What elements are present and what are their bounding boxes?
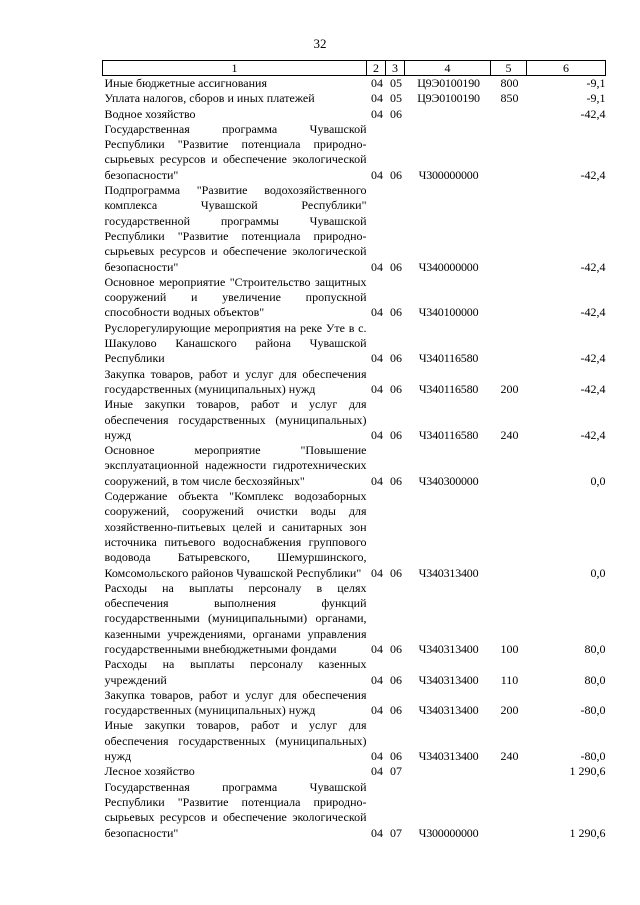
table-row [103,91,606,106]
row-subsection: 06 [390,749,402,764]
row-name: Основное мероприятие "Строительство защитных сооружений и увеличение пропускной способности водных объектов" [104,274,367,320]
row-expense-type [491,321,527,367]
row-section: 04 [371,76,383,90]
table-row [103,367,606,398]
row-name: Водное хозяйство [104,106,196,121]
row-expense-type: 800 [500,76,519,90]
row-name: Расходы на выплаты персоналу в целях обеспечения выполнения функций государственными (муниципальными) органами, казенными учреждениями, органами управления государственными внебюджетными фондами [104,580,367,656]
row-amount: 1 290,6 [569,825,606,840]
row-amount: -42,4 [580,259,606,274]
row-subsection: 06 [390,351,402,366]
column-header-amount: 6 [527,61,606,76]
row-subsection: 05 [390,91,402,106]
row-amount: 0,0 [590,473,606,488]
row-name: Расходы на выплаты персоналу казенных учреждений [104,657,367,687]
row-subsection: 06 [390,305,402,320]
row-name: Руслорегулирующие мероприятия на реке Уте в с. Шакулово Канашского района Чувашской Республики [104,320,367,366]
table-header-row [103,61,606,76]
row-expense-type: 240 [500,427,519,442]
row-target-article: Ч340313400 [418,672,479,687]
row-target-article: Ч300000000 [418,825,479,840]
row-expense-type [491,489,527,581]
row-section: 04 [371,703,383,718]
row-section: 04 [371,764,383,779]
row-target-article: Ч340313400 [418,703,479,718]
row-name: Уплата налогов, сборов и иных платежей [104,91,315,106]
row-section: 04 [371,565,383,580]
row-expense-type: 240 [500,749,519,764]
row-target-article: Ч300000000 [418,167,479,182]
row-name: Закупка товаров, работ и услуг для обеспечения государственных (муниципальных) нужд [104,687,367,718]
table-row [103,581,606,657]
row-amount: 80,0 [584,672,606,687]
row-expense-type: 110 [500,672,519,687]
row-subsection: 06 [390,106,402,121]
row-section: 04 [371,672,383,687]
row-expense-type [491,122,527,183]
table-row [103,764,606,779]
row-amount: -9,1 [586,91,606,106]
row-target-article: Ч340313400 [418,749,479,764]
table-row [103,275,606,321]
column-header-name: 1 [103,61,367,76]
column-header-target-article: 4 [405,61,491,76]
row-subsection: 07 [390,764,402,779]
row-target-article: Ц9Э0100190 [417,76,480,90]
row-expense-type: 200 [500,381,519,396]
row-section: 04 [371,381,383,396]
table-row [103,489,606,581]
row-target-article [405,764,491,779]
row-target-article: Ч340100000 [418,305,479,320]
row-name: Основное мероприятие "Повышение эксплуатационной надежности гидротехнических сооружений, в том числе бесхозяйных" [104,443,367,488]
row-subsection: 06 [390,641,402,656]
row-subsection: 06 [390,473,402,488]
row-name: Иные бюджетные ассигнования [104,76,267,90]
row-amount: 80,0 [584,641,606,656]
row-subsection: 06 [390,259,402,274]
row-section: 04 [371,749,383,764]
row-name: Иные закупки товаров, работ и услуг для обеспечения государственных (муниципальных) нужд [104,718,367,764]
row-section: 04 [371,473,383,488]
row-amount: -42,4 [580,427,606,442]
row-amount: -42,4 [580,351,606,366]
row-subsection: 05 [390,76,402,90]
table-row [103,443,606,489]
row-name: Государственная программа Чувашской Республики "Развитие потенциала природно-сырьевых ресурсов и обеспечение экологической безопасности" [104,779,367,840]
row-amount: -80,0 [580,749,606,764]
row-section: 04 [371,91,383,106]
page-number: 32 [313,36,327,51]
table-row [103,718,606,764]
row-expense-type [491,107,527,122]
column-header-section: 2 [367,61,386,76]
row-expense-type [491,780,527,841]
row-expense-type [491,764,527,779]
row-amount: 1 290,6 [569,764,606,779]
row-name: Государственная программа Чувашской Республики "Развитие потенциала природно-сырьевых ресурсов и обеспечение экологической безопасности" [104,121,367,182]
row-section: 04 [371,641,383,656]
table-row [103,688,606,719]
row-expense-type: 200 [500,703,519,718]
row-section: 04 [371,351,383,366]
row-subsection: 06 [390,381,402,396]
row-expense-type [491,443,527,489]
row-name: Подпрограмма "Развитие водохозяйственного комплекса Чувашской Республики" государственной программы Чувашской Республики "Развитие потенциала природно-сырьевых ресурсов и обеспечение экологической безопасности" [104,183,367,274]
row-amount: -42,4 [580,106,606,121]
row-subsection: 06 [390,167,402,182]
row-expense-type: 100 [500,641,519,656]
row-section: 04 [371,427,383,442]
row-name: Иные закупки товаров, работ и услуг для обеспечения государственных (муниципальных) нужд [104,397,367,442]
row-target-article: Ч340116580 [418,351,479,366]
row-amount: -9,1 [586,76,606,90]
row-expense-type: 850 [500,91,519,106]
row-target-article [405,107,491,122]
row-amount: -42,4 [580,381,606,396]
table-row [103,122,606,183]
row-subsection: 06 [390,672,402,687]
row-subsection: 06 [390,427,402,442]
row-expense-type [491,183,527,275]
row-name: Лесное хозяйство [104,764,195,779]
row-name: Закупка товаров, работ и услуг для обеспечения государственных (муниципальных) нужд [104,366,367,396]
row-target-article: Ч340116580 [418,427,479,442]
table-row [103,780,606,841]
row-amount: -42,4 [580,167,606,182]
row-section: 04 [371,167,383,182]
row-section: 04 [371,259,383,274]
column-header-expense-type: 5 [491,61,527,76]
table-row [103,657,606,688]
row-target-article: Ч340313400 [418,565,479,580]
row-name: Содержание объекта "Комплекс водозаборных сооружений, сооружений очистки воды для хозяйственно-питьевых целей и санитарных зон источника питьевого водоснабжения группового водовода Батыревского, Шемуршинского, Комсомольского районов Чувашской Республики" [104,489,367,580]
row-target-article: Ч340116580 [418,381,479,396]
budget-table [102,60,606,841]
row-target-article: Ц9Э0100190 [417,91,480,106]
row-amount: -80,0 [580,703,606,718]
table-row [103,76,606,92]
row-section: 04 [371,106,383,121]
row-target-article: Ч340313400 [418,641,479,656]
column-header-subsection: 3 [386,61,405,76]
row-subsection: 07 [390,825,402,840]
row-section: 04 [371,305,383,320]
table-row [103,397,606,443]
row-amount: -42,4 [580,305,606,320]
table-row [103,183,606,275]
row-amount: 0,0 [590,565,606,580]
table-row [103,107,606,122]
row-target-article: Ч340000000 [418,259,479,274]
table-row [103,321,606,367]
row-target-article: Ч340300000 [418,473,479,488]
row-expense-type [491,275,527,321]
row-subsection: 06 [390,565,402,580]
row-section: 04 [371,825,383,840]
row-subsection: 06 [390,703,402,718]
